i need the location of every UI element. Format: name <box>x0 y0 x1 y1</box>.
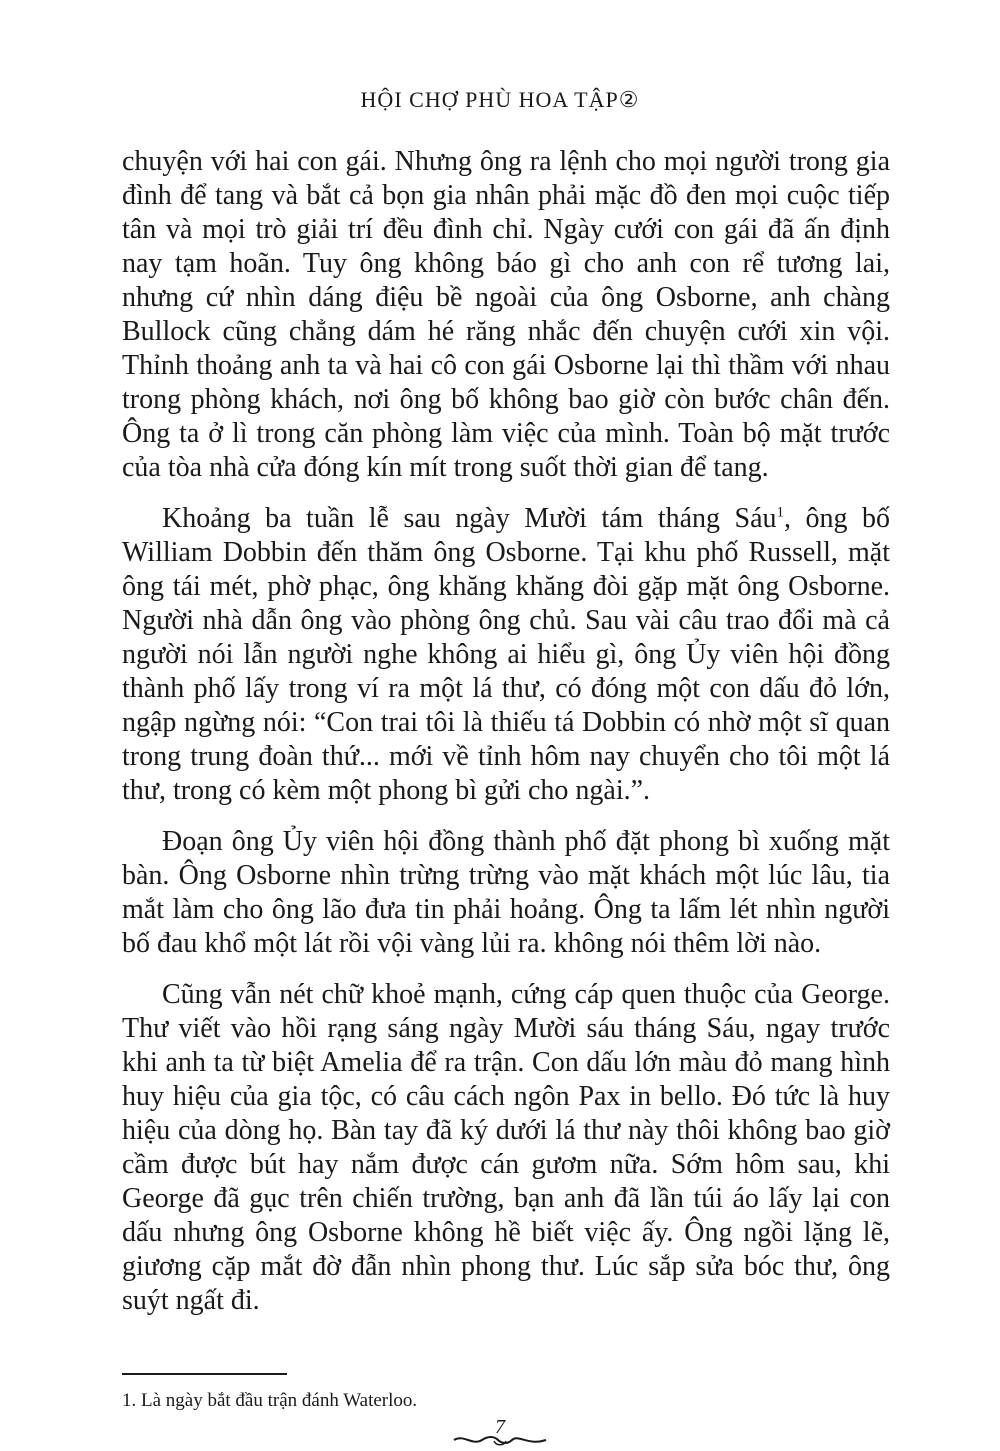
paragraph-3: Đoạn ông Ủy viên hội đồng thành phố đặt phong bì xuống mặt bàn. Ông Osborne nhìn trừng trừng vào mặt khách một lúc lâu, tia mắt làm cho ông lão đưa tin phải hoảng. Ông ta lấm lét nhìn người bố đau khổ một lát rồi vội vàng lủi ra. không nói thêm lời nào. <box>122 826 890 959</box>
paragraph-2-lead: Khoảng ba tuần lễ sau ngày Mười tám tháng Sáu <box>162 503 777 534</box>
running-header: HỘI CHỢ PHÙ HOA TẬP② <box>360 87 640 112</box>
paragraph-2-body: William Dobbin đến thăm ông Osborne. Tại khu phố Russell, mặt ông tái mét, phờ phạc, ông khăng khăng đòi gặp mặt ông Osborne. Người nhà dẫn ông vào phòng ông chủ. Sau vài câu trao đổi mà cả người nói lẫn người nghe không ai hiểu gì, ông Ủy viên hội đồng thành phố lấy trong ví ra một lá thư, có đóng một con dấu đỏ lớn, ngập ngừng nói: “Con trai tôi là thiếu tá Dobbin có nhờ một sĩ quan trong trung đoàn thứ... mới về tỉnh hôm nay chuyển cho tôi một lá thư, trong có kèm một phong bì gửi cho ngài.”. <box>122 537 890 806</box>
paragraph-4: Cũng vẫn nét chữ khoẻ mạnh, cứng cáp quen thuộc của George. Thư viết vào hồi rạng sáng ngày Mười sáu tháng Sáu, ngay trước khi anh ta từ biệt Amelia để ra trận. Con dấu lớn màu đỏ mang hình huy hiệu của gia tộc, có câu cách ngôn Pax in bello. Đó tức là huy hiệu của dòng họ. Bàn tay đã ký dưới lá thư này thôi không bao giờ cầm được bút hay nắm được cán gươm nữa. Sớm hôm sau, khi George đã gục trên chiến trường, bạn anh đã lần túi áo lấy lại con dấu nhưng ông Osborne không hề biết việc ấy. Ông ngồi lặng lẽ, giương cặp mắt đờ đẫn nhìn phong thư. Lúc sắp sửa bóc thư, ông suýt ngất đi. <box>122 979 890 1316</box>
paragraph-2 <box>122 502 890 808</box>
paragraph-2-lead-tail: , ông bố <box>784 503 891 534</box>
footnote-divider <box>122 1373 287 1375</box>
page-ornament-icon <box>450 1432 550 1448</box>
footnote-marker: 1 <box>776 504 785 521</box>
body-text <box>122 145 890 1318</box>
page-number: 7 <box>495 1416 505 1438</box>
footnote: 1. Là ngày bắt đầu trận đánh Waterloo. <box>122 1390 418 1411</box>
paragraph-1: chuyện với hai con gái. Nhưng ông ra lệnh cho mọi người trong gia đình để tang và bắt cả bọn gia nhân phải mặc đồ đen mọi cuộc tiếp tân và mọi trò giải trí đều đình chỉ. Ngày cưới con gái đã ấn định nay tạm hoãn. Tuy ông không báo gì cho anh con rể tương lai, nhưng cứ nhìn dáng điệu bề ngoài của ông Osborne, anh chàng Bullock cũng chẳng dám hé răng nhắc đến chuyện cưới xin vội. Thỉnh thoảng anh ta và hai cô con gái Osborne lại thì thầm với nhau trong phòng khách, nơi ông bố không bao giờ còn bước chân đến. Ông ta ở lì trong căn phòng làm việc của mình. Toàn bộ mặt trước của tòa nhà cửa đóng kín mít trong suốt thời gian để tang. <box>122 146 890 483</box>
